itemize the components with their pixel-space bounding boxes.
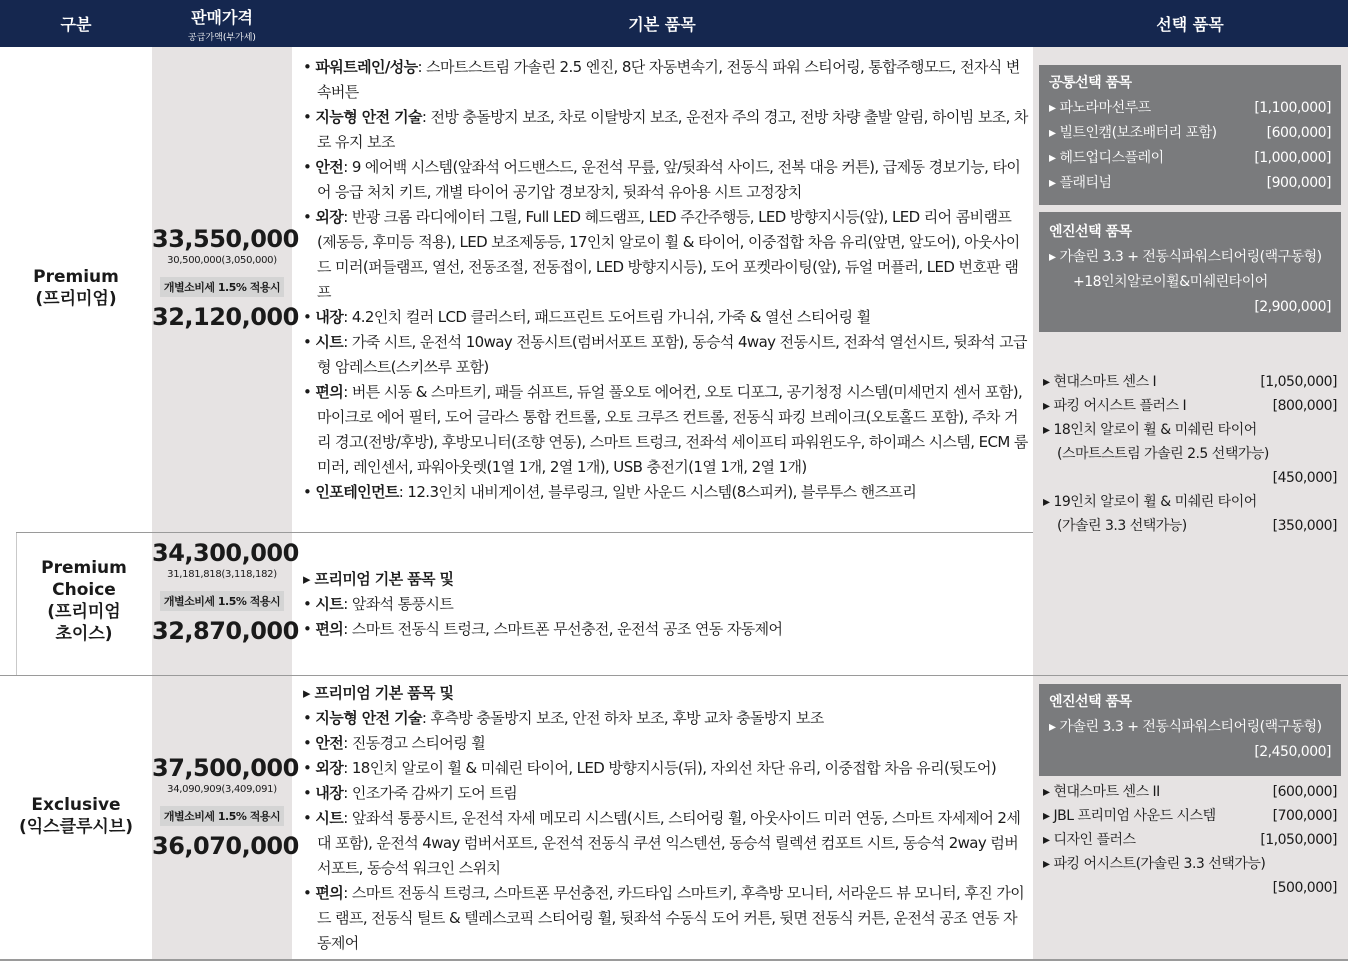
tax-price: 32,120,000	[152, 303, 299, 331]
option-label: ▸ 파킹 어시스트(가솔린 3.3 선택가능)	[1043, 856, 1266, 872]
feature-item: • 인포테인먼트: 12.3인치 내비게이션, 블루링크, 일반 사운드 시스템(8스피커), 블루투스 핸즈프리	[303, 483, 917, 501]
feature-text: : 스마트스트림 가솔린 2.5 엔진, 8단 자동변속기, 전동식 파워 스티어링, 통합주행모드, 전자식 변속버튼	[317, 58, 1020, 101]
feature-category: 지능형 안전 기술	[315, 709, 422, 727]
option-row	[1043, 828, 1337, 852]
feature-category: 인포테인먼트	[315, 483, 399, 501]
feature-item: • 시트: 가죽 시트, 운전석 10way 전동시트(럼버서포트 포함), 동승석 4way 전동시트, 전좌석 열선시트, 뒷좌석 고급형 암레스트(스키쓰루 포함)	[303, 333, 1027, 376]
tax-price: 32,870,000	[152, 617, 299, 645]
feature-category: 편의	[315, 884, 344, 902]
option-row	[1049, 146, 1331, 171]
option-sub: (스마트스트림 가솔린 2.5 선택가능)	[1057, 446, 1269, 462]
option-row	[1049, 121, 1331, 146]
feature-text: : 앞좌석 통풍시트	[343, 595, 454, 613]
option-price: [450,000]	[1272, 470, 1337, 486]
feature-item: • 편의: 버튼 시동 & 스마트키, 패들 쉬프트, 듀얼 풀오토 에어컨, 오토 디포그, 공기청정 시스템(미세먼지 센서 포함), 마이크로 에어 필터, 도어 글라스 통합 컨트롤, 오토 크루즈 컨트롤, 전동식 파킹 브레이크(오토홀드 포함), 주차 거리 경고(전방/후방), 후방모니터(조향 연동), 스마트 트렁크, 전좌석 세이프티 파워윈도우, 하이패스 시스템, ECM 룸미러, 레인센서, 파워아웃렛(1열 1개, 2열 1개), USB 충전기(1열 1개, 2열 1개)	[303, 383, 1028, 476]
trim-name-exclusive	[0, 794, 152, 838]
feature-text: : 9 에어백 시스템(앞좌석 어드밴스드, 운전석 무릎, 앞/뒷좌석 사이드, 전복 대응 커튼), 급제동 경보기능, 타이어 응급 처치 키트, 개별 타이어 공기압 경보장치, 뒷좌석 유아용 시트 고정장치	[317, 158, 1021, 201]
feature-item: • 지능형 안전 기술: 후측방 충돌방지 보조, 안전 하차 보조, 후방 교차 충돌방지 보조	[303, 709, 824, 727]
option-price: [500,000]	[1272, 880, 1337, 896]
feature-text: : 12.3인치 내비게이션, 블루링크, 일반 사운드 시스템(8스피커), 블루투스 핸즈프리	[398, 483, 917, 501]
trim-name-text: Premium (프리미엄)	[33, 267, 119, 309]
option-price: [800,000]	[1272, 398, 1337, 414]
feature-category: 외장	[315, 208, 344, 226]
feature-item: • 시트: 앞좌석 통풍시트	[303, 595, 454, 613]
option-row	[1043, 394, 1337, 418]
sale-price: 33,550,000	[152, 225, 299, 253]
option-price: [900,000]	[1266, 175, 1331, 191]
feature-category: 파워트레인/성능	[315, 58, 418, 76]
row-divider-2	[0, 675, 1348, 676]
supply-price: 34,090,909(3,409,091)	[167, 784, 277, 795]
option-price: [1,050,000]	[1260, 374, 1337, 390]
engine-option-line: ▸ 가솔린 3.3 + 전동식파워스티어링(랙구동형)	[1049, 249, 1322, 265]
option-label: ▸ 파킹 어시스트 플러스 I	[1043, 398, 1187, 414]
feature-item: • 외장: 18인치 알로이 휠 & 미쉐린 타이어, LED 방향지시등(뒤), 자외선 차단 유리, 이중접합 차음 유리(뒷도어)	[303, 759, 997, 777]
option-label: ▸ 디자인 플러스	[1043, 832, 1136, 848]
feature-item: • 안전: 9 에어백 시스템(앞좌석 어드밴스드, 운전석 무릎, 앞/뒷좌석 사이드, 전복 대응 커튼), 급제동 경보기능, 타이어 응급 처치 키트, 개별 타이어 공기압 경보장치, 뒷좌석 유아용 시트 고정장치	[303, 158, 1021, 201]
price-block-premium-choice	[152, 538, 299, 646]
feature-item: • 시트: 앞좌석 통풍시트, 운전석 자세 메모리 시스템(시트, 스티어링 휠, 아웃사이드 미러 연동, 스마트 자세제어 2세대 포함), 운전석 4way 럼버서포트, 운전석 전동식 쿠션 익스텐션, 동승석 릴렉션 컴포트 시트, 동승석 2way 럼버서포트, 동승석 워크인 스위치	[303, 809, 1021, 877]
feature-text: : 버튼 시동 & 스마트키, 패들 쉬프트, 듀얼 풀오토 에어컨, 오토 디포그, 공기청정 시스템(미세먼지 센서 포함), 마이크로 에어 필터, 도어 글라스 통합 컨트롤, 오토 크루즈 컨트롤, 전동식 파킹 브레이크(오토홀드 포함), 주차 거리 경고(전방/후방), 후방모니터(조향 연동), 스마트 트렁크, 전좌석 세이프티 파워윈도우, 하이패스 시스템, ECM 룸미러, 레인센서, 파워아웃렛(1열 1개, 2열 1개), USB 충전기(1열 1개, 2열 1개)	[317, 383, 1028, 476]
feature-category: 안전	[315, 734, 344, 752]
feature-text: : 18인치 알로이 휠 & 미쉐린 타이어, LED 방향지시등(뒤), 자외선 차단 유리, 이중접합 차음 유리(뒷도어)	[343, 759, 997, 777]
engine-option-line: +18인치알로이휠&미쉐린타이어	[1073, 274, 1268, 290]
feature-category: 내장	[315, 784, 344, 802]
sale-price: 37,500,000	[152, 754, 299, 782]
tax-price: 36,070,000	[152, 832, 299, 860]
exclusive-option-list	[1043, 780, 1337, 900]
option-row	[1043, 780, 1337, 804]
option-row	[1043, 514, 1337, 538]
option-price: [1,100,000]	[1254, 100, 1331, 116]
header-trim	[0, 0, 152, 47]
feature-item: • 편의: 스마트 전동식 트렁크, 스마트폰 무선충전, 운전석 공조 연동 자동제어	[303, 620, 783, 638]
feature-item: • 내장: 인조가죽 감싸기 도어 트림	[303, 784, 518, 802]
option-price: [1,050,000]	[1260, 832, 1337, 848]
option-sub: (가솔린 3.3 선택가능)	[1057, 518, 1187, 534]
header-option-label: 선택 품목	[1156, 15, 1224, 34]
feature-category: 편의	[315, 620, 344, 638]
trim-name-premium-choice	[16, 557, 152, 645]
engine-option-line: ▸ 가솔린 3.3 + 전동식파워스티어링(랙구동형)	[1049, 719, 1322, 735]
tax-badge: 개별소비세 1.5% 적용시	[160, 591, 284, 611]
option-price: [2,450,000]	[1254, 744, 1331, 760]
option-label: ▸ 현대스마트 센스 I	[1043, 374, 1157, 390]
header-basic	[292, 0, 1032, 47]
features-premium-choice	[303, 567, 1028, 642]
option-row	[1049, 171, 1331, 196]
option-label: ▸ JBL 프리미엄 사운드 시스템	[1043, 808, 1216, 824]
trim-name-text: Premium Choice (프리미엄 초이스)	[41, 558, 127, 644]
option-price: [2,900,000]	[1254, 299, 1331, 315]
feature-category: 지능형 안전 기술	[315, 108, 422, 126]
feature-item: • 편의: 스마트 전동식 트렁크, 스마트폰 무선충전, 카드타입 스마트키, 후측방 모니터, 서라운드 뷰 모니터, 후진 가이드 램프, 전동식 틸트 & 텔레스코픽 스티어링 휠, 뒷좌석 수동식 도어 커튼, 뒷면 전동식 커튼, 운전석 공조 연동 자동제어	[303, 884, 1025, 952]
header-trim-label: 구분	[60, 15, 92, 34]
feature-item: • 안전: 진동경고 스티어링 휠	[303, 734, 486, 752]
feature-item: • 지능형 안전 기술: 전방 충돌방지 보조, 차로 이탈방지 보조, 운전자 주의 경고, 전방 차량 출발 알림, 하이빔 보조, 차로 유지 보조	[303, 108, 1028, 151]
option-label: ▸ 빌트인캠(보조배터리 포함)	[1049, 125, 1217, 141]
feature-category: 안전	[315, 158, 344, 176]
feature-text: : 반광 크롬 라디에이터 그릴, Full LED 헤드램프, LED 주간주행등, LED 방향지시등(앞), LED 리어 콤비램프(제동등, 후미등 적용), LED 보조제동등, 17인치 알로이 휠 & 타이어, 이중접합 차음 유리(앞면, 앞도어), 아웃사이드 미러(퍼들램프, 열선, 전동조절, 전동접이, LED 방향지시등), 도어 포켓라이팅(앞), 듀얼 머플러, LED 번호판 램프	[317, 208, 1020, 301]
option-box-title: 엔진선택 품목	[1049, 694, 1132, 710]
feature-text: : 스마트 전동식 트렁크, 스마트폰 무선충전, 카드타입 스마트키, 후측방 모니터, 서라운드 뷰 모니터, 후진 가이드 램프, 전동식 틸트 & 텔레스코픽 스티어링 휠, 뒷좌석 수동식 도어 커튼, 뒷면 전동식 커튼, 운전석 공조 연동 자동제어	[317, 884, 1025, 952]
header-price-sub: 공급가액(부가세)	[188, 32, 256, 43]
engine-option-box-2	[1039, 684, 1341, 776]
feature-text: : 앞좌석 통풍시트, 운전석 자세 메모리 시스템(시트, 스티어링 휠, 아웃사이드 미러 연동, 스마트 자세제어 2세대 포함), 운전석 4way 럼버서포트, 운전석 전동식 쿠션 익스텐션, 동승석 릴렉션 컴포트 시트, 동승석 2way 럼버서포트, 동승석 워크인 스위치	[317, 809, 1021, 877]
feature-text: : 후측방 충돌방지 보조, 안전 하차 보조, 후방 교차 충돌방지 보조	[421, 709, 824, 727]
option-label: ▸ 19인치 알로이 휠 & 미쉐린 타이어	[1043, 494, 1257, 510]
feature-item	[303, 681, 1028, 706]
option-row	[1043, 370, 1337, 394]
feature-heading: ▸ 프리미엄 기본 품목 및	[303, 684, 454, 702]
option-price: [700,000]	[1272, 808, 1337, 824]
table-header	[0, 0, 1348, 47]
engine-option-box-1	[1039, 212, 1341, 332]
feature-item	[303, 567, 1028, 592]
feature-item: • 내장: 4.2인치 컬러 LCD 클러스터, 패드프린트 도어트림 가니쉬, 가죽 & 열선 스티어링 휠	[303, 308, 871, 326]
feature-text: : 가죽 시트, 운전석 10way 전동시트(럼버서포트 포함), 동승석 4way 전동시트, 전좌석 열선시트, 뒷좌석 고급형 암레스트(스키쓰루 포함)	[317, 333, 1027, 376]
feature-text: : 진동경고 스티어링 휠	[343, 734, 486, 752]
option-label: ▸ 플래티넘	[1049, 175, 1112, 191]
feature-item: • 외장: 반광 크롬 라디에이터 그릴, Full LED 헤드램프, LED 주간주행등, LED 방향지시등(앞), LED 리어 콤비램프(제동등, 후미등 적용), LED 보조제동등, 17인치 알로이 휠 & 타이어, 이중접합 차음 유리(앞면, 앞도어), 아웃사이드 미러(퍼들램프, 열선, 전동조절, 전동접이, LED 방향지시등), 도어 포켓라이팅(앞), 듀얼 머플러, LED 번호판 램프	[303, 208, 1020, 301]
tax-badge: 개별소비세 1.5% 적용시	[160, 806, 284, 826]
header-option	[1032, 0, 1348, 47]
premium-option-list	[1043, 370, 1337, 538]
features-premium	[303, 55, 1028, 505]
trim-name-premium	[0, 266, 152, 310]
feature-heading: ▸ 프리미엄 기본 품목 및	[303, 570, 454, 588]
header-price	[152, 0, 292, 47]
option-box-title: 공통선택 품목	[1049, 75, 1132, 91]
option-label: ▸ 현대스마트 센스 II	[1043, 784, 1160, 800]
option-price: [350,000]	[1272, 518, 1337, 534]
feature-category: 시트	[315, 809, 344, 827]
feature-category: 내장	[315, 308, 344, 326]
feature-category: 편의	[315, 383, 344, 401]
option-box-title: 엔진선택 품목	[1049, 224, 1132, 240]
feature-text: : 4.2인치 컬러 LCD 클러스터, 패드프린트 도어트림 가니쉬, 가죽 & 열선 스티어링 휠	[343, 308, 871, 326]
option-label: ▸ 파노라마선루프	[1049, 100, 1151, 116]
tax-badge: 개별소비세 1.5% 적용시	[160, 277, 284, 297]
price-block-exclusive	[152, 753, 299, 861]
option-label: ▸ 헤드업디스플레이	[1049, 150, 1164, 166]
feature-category: 시트	[315, 595, 344, 613]
header-basic-label: 기본 품목	[628, 15, 696, 34]
option-row	[1049, 96, 1331, 121]
feature-category: 외장	[315, 759, 344, 777]
feature-text: : 인조가죽 감싸기 도어 트림	[343, 784, 518, 802]
row-divider-1	[16, 532, 1033, 533]
feature-category: 시트	[315, 333, 344, 351]
feature-text: : 전방 충돌방지 보조, 차로 이탈방지 보조, 운전자 주의 경고, 전방 차량 출발 알림, 하이빔 보조, 차로 유지 보조	[317, 108, 1028, 151]
option-price: [1,000,000]	[1254, 150, 1331, 166]
supply-price: 30,500,000(3,050,000)	[167, 255, 277, 266]
supply-price: 31,181,818(3,118,182)	[167, 569, 277, 580]
option-row	[1043, 804, 1337, 828]
sale-price: 34,300,000	[152, 539, 299, 567]
features-exclusive	[303, 681, 1028, 956]
header-price-label: 판매가격	[191, 7, 253, 27]
feature-text: : 스마트 전동식 트렁크, 스마트폰 무선충전, 운전석 공조 연동 자동제어	[343, 620, 783, 638]
trim-name-text: Exclusive (익스클루시브)	[18, 795, 134, 837]
option-price: [600,000]	[1272, 784, 1337, 800]
common-option-box	[1039, 65, 1341, 205]
option-label: ▸ 18인치 알로이 휠 & 미쉐린 타이어	[1043, 422, 1257, 438]
feature-item: • 파워트레인/성능: 스마트스트림 가솔린 2.5 엔진, 8단 자동변속기, 전동식 파워 스티어링, 통합주행모드, 전자식 변속버튼	[303, 58, 1020, 101]
price-block-premium	[152, 224, 299, 332]
option-price: [600,000]	[1266, 125, 1331, 141]
